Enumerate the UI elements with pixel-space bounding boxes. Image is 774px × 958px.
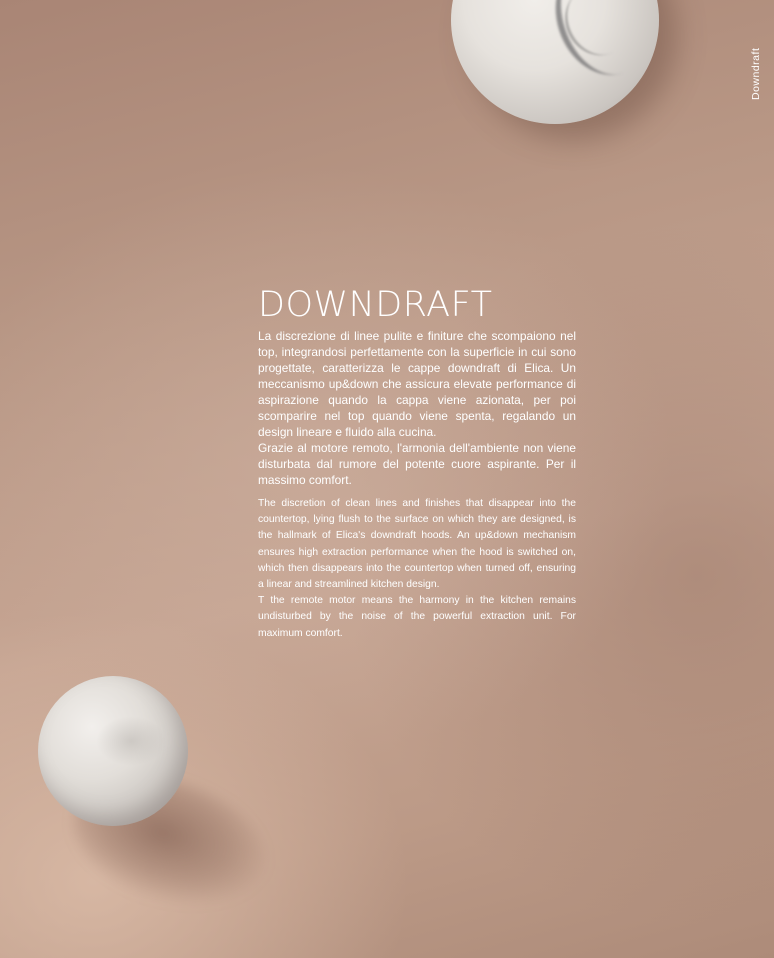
- italian-paragraph-1: La discrezione di linee pulite e finiture che scompaiono nel top, integrandosi perfettamente con la superficie in cui sono progettate, caratterizza le cappe downdraft di Elica. Un meccanismo up&down che assicura elevate performance di aspirazione quando la cappa viene azionata, per poi scomparire nel top quando viene spenta, regalando un design lineare e fluido alla cucina.: [258, 329, 576, 439]
- marble-sphere-top-image: [451, 0, 659, 124]
- marble-fleck: [96, 716, 166, 766]
- italian-paragraph-2: Grazie al motore remoto, l'armonia dell'ambiente non viene disturbata dal rumore del potente cuore aspirante. Per il massimo comfort.: [258, 441, 576, 487]
- italian-text: [258, 328, 576, 488]
- section-side-label: Downdraft: [750, 47, 762, 100]
- text-block: [258, 286, 576, 642]
- page-title: DOWNDRAFT: [258, 285, 493, 325]
- english-paragraph-2: T the remote motor means the harmony in the kitchen remains undisturbed by the noise of the powerful extraction unit. For maximum comfort.: [258, 595, 576, 639]
- marble-sphere-bottom-image: [38, 676, 188, 826]
- english-paragraph-1: The discretion of clean lines and finishes that disappear into the countertop, lying flush to the surface on which they are designed, is the hallmark of Elica's downdraft hoods. An up&down mechanism ensures high extraction performance when the hood is switched on, which then disappears into the countertop when turned off, ensuring a linear and streamlined kitchen design.: [258, 498, 576, 591]
- english-text: [258, 496, 576, 642]
